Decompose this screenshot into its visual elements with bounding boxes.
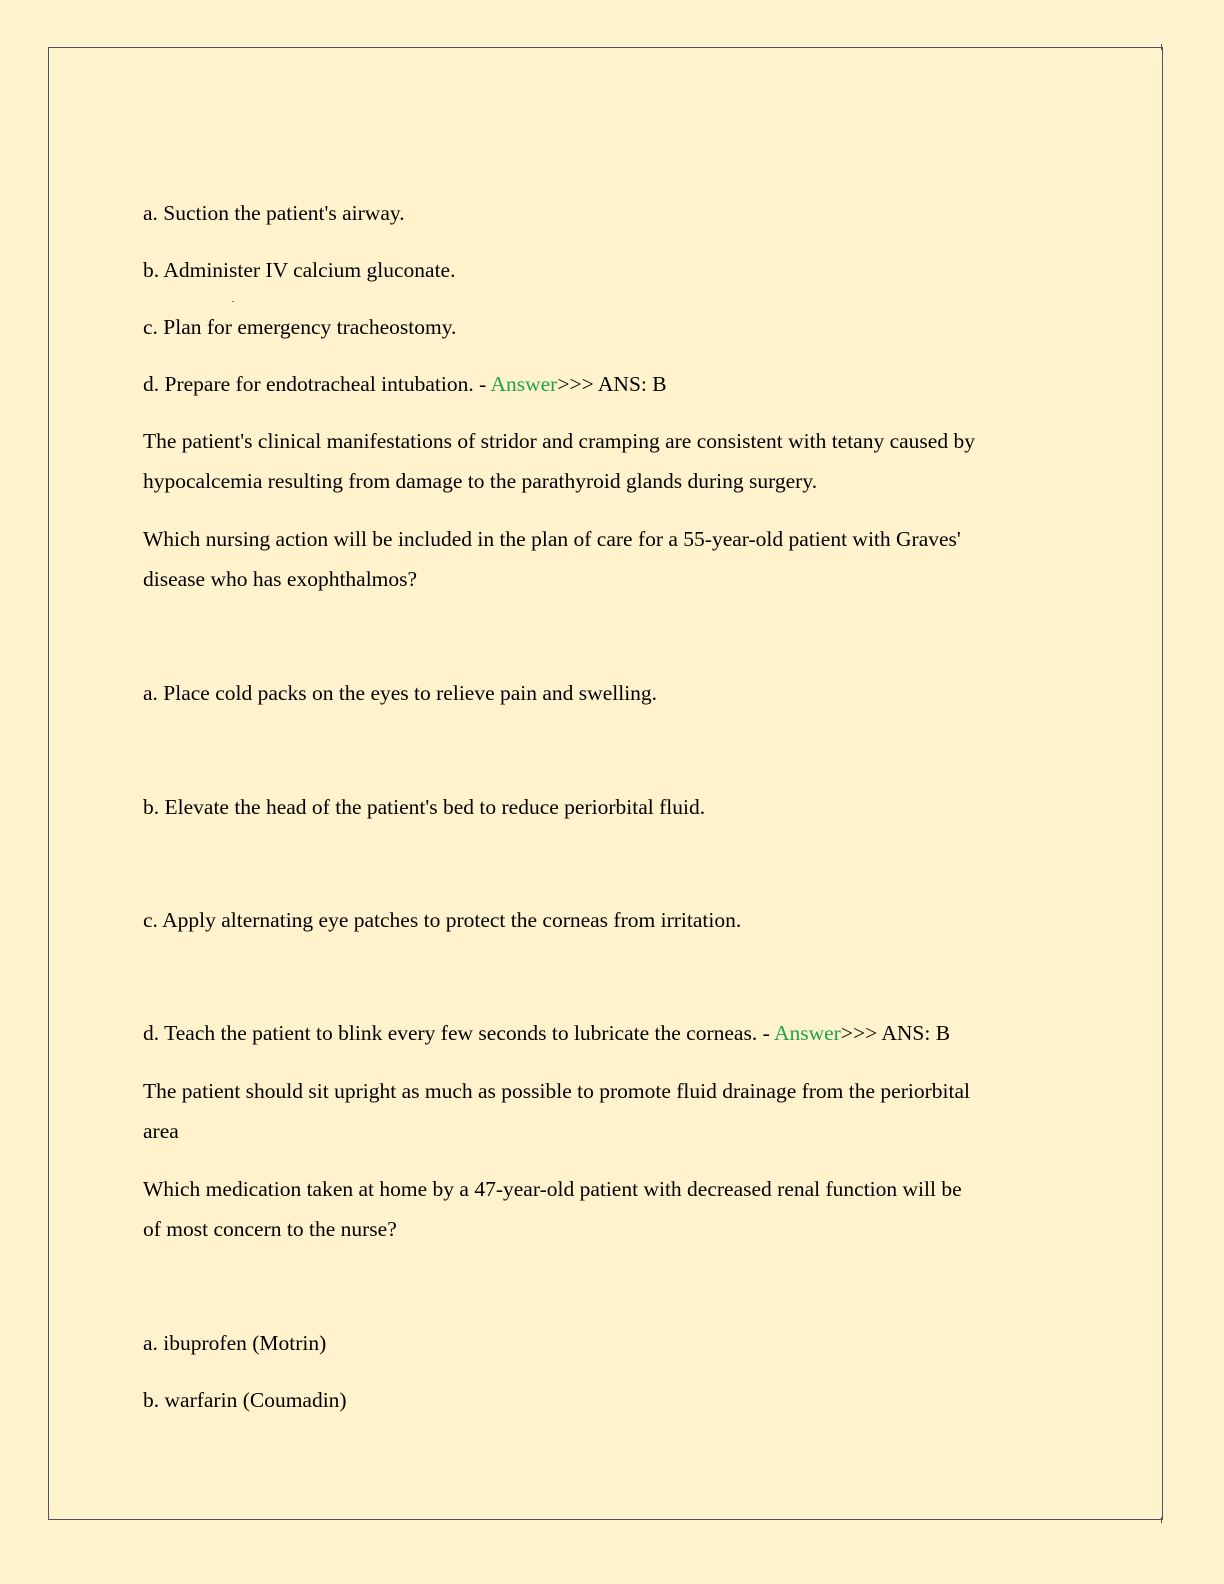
q1-rationale-line-1: The patient's clinical manifestations of stridor and cramping are consistent with tetany caused by	[143, 429, 975, 453]
q1-option-c: c. Plan for emergency tracheostomy.	[143, 315, 457, 339]
q2-option-b: b. Elevate the head of the patient's bed to reduce periorbital fluid.	[143, 795, 706, 819]
q1-answer-value: >>> ANS: B	[557, 372, 667, 396]
q2-answer-value: >>> ANS: B	[840, 1021, 951, 1045]
q1-option-b: b. Administer IV calcium gluconate.	[143, 258, 456, 282]
q2-option-c: c. Apply alternating eye patches to protect the corneas from irritation.	[143, 908, 742, 932]
scan-speck	[232, 301, 234, 302]
q2-option-a: a. Place cold packs on the eyes to relieve pain and swelling.	[143, 681, 658, 705]
q2-stem-line-2: disease who has exophthalmos?	[143, 567, 418, 591]
q3-stem-line-1: Which medication taken at home by a 47-year-old patient with decreased renal function will be	[143, 1177, 962, 1201]
q2-option-d	[143, 1013, 950, 1054]
q1-answer-label: Answer	[490, 372, 558, 396]
q2-option-d-text: d. Teach the patient to blink every few seconds to lubricate the corneas. -	[143, 1021, 774, 1045]
q2-stem-line-1: Which nursing action will be included in the plan of care for a 55-year-old patient with Graves'	[143, 527, 961, 551]
border-corner-mark-top	[1161, 44, 1162, 50]
q3-option-a: a. ibuprofen (Motrin)	[143, 1331, 327, 1355]
q1-rationale-line-2: hypocalcemia resulting from damage to the parathyroid glands during surgery.	[143, 469, 818, 493]
q2-rationale-line-1: The patient should sit upright as much as possible to promote fluid drainage from the periorbital	[143, 1079, 970, 1103]
q1-option-d-text: d. Prepare for endotracheal intubation. -	[143, 372, 491, 396]
q1-option-a: a. Suction the patient's airway.	[143, 201, 405, 225]
q1-option-d	[143, 364, 667, 405]
q3-option-b: b. warfarin (Coumadin)	[143, 1388, 347, 1412]
q3-stem-line-2: of most concern to the nurse?	[143, 1217, 397, 1241]
border-corner-mark-bottom	[1161, 1517, 1162, 1523]
q2-rationale-line-2: area	[143, 1119, 179, 1143]
q2-answer-label: Answer	[773, 1021, 841, 1045]
